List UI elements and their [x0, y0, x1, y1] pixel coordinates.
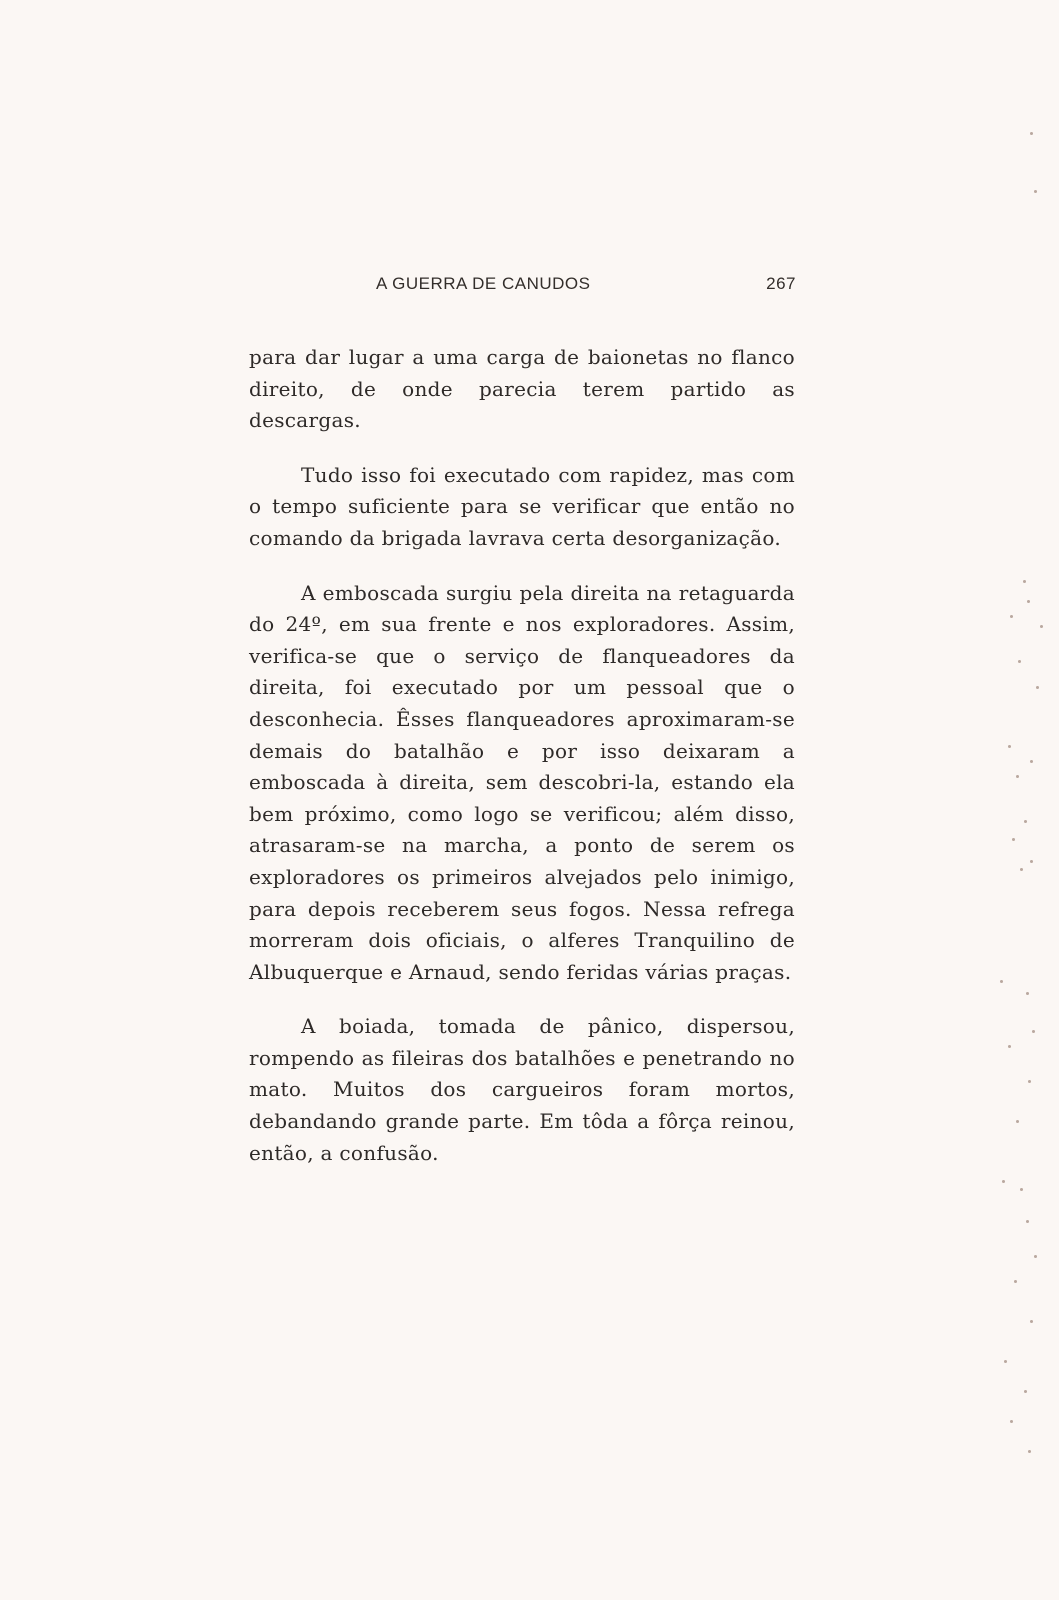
running-title: A GUERRA DE CANUDOS: [376, 274, 591, 293]
running-header: [248, 274, 796, 304]
paragraph: A emboscada surgiu pela direita na retaguarda do 24º, em sua frente e nos exploradores. Assim, verifica-se que o serviço de flanqueadores da direita, foi executado por um pessoal que o desconhecia. Êsses flanqueadores aproximaram-se demais do batalhão e por isso deixaram a emboscada à direita, sem descobri-la, estando ela bem próximo, como logo se verificou; além disso, atrasaram-se na marcha, a ponto de serem os exploradores os primeiros alvejados pelo inimigo, para depois receberem seus fogos. Nessa refrega morreram dois oficiais, o alferes Tranquilino de Albuquerque e Arnaud, sendo feridas várias praças.: [249, 580, 795, 984]
foxing-marks: [990, 120, 1059, 1600]
paragraph: Tudo isso foi executado com rapidez, mas com o tempo suficiente para se verificar que então no comando da brigada lavrava certa desorganização.: [249, 462, 795, 550]
page-number: 267: [766, 274, 796, 293]
body-text: [249, 342, 795, 1192]
paragraph: para dar lugar a uma carga de baionetas no flanco direito, de onde parecia terem partido as descargas.: [249, 345, 795, 433]
paragraph: A boiada, tomada de pânico, dispersou, rompendo as fileiras dos batalhões e penetrando no mato. Muitos dos cargueiros foram mortos, debandando grande parte. Em tôda a fôrça reinou, então, a confusão.: [249, 1014, 795, 1165]
